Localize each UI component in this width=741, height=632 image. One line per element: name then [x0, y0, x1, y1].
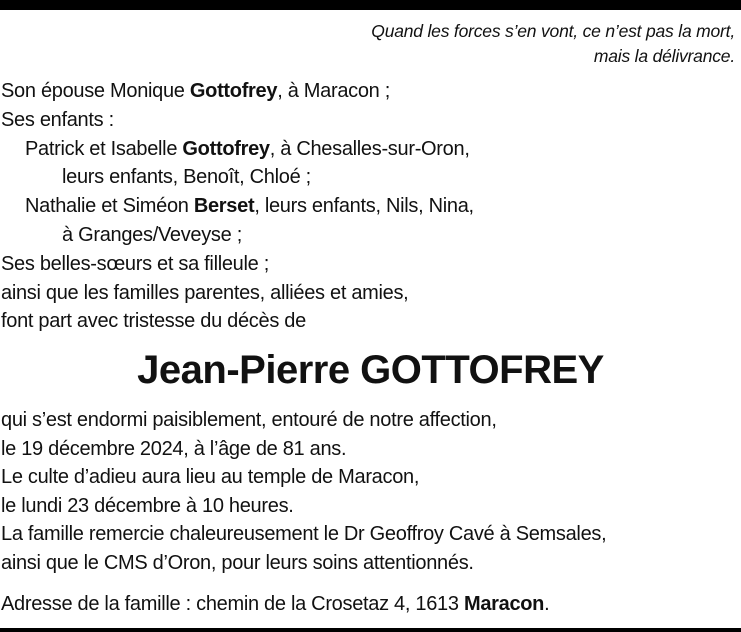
- address-end: .: [544, 593, 550, 615]
- bottom-border: [0, 628, 741, 632]
- address-town: Maracon: [463, 593, 545, 615]
- child2-surname: Berset: [193, 195, 255, 218]
- top-border: [0, 0, 741, 10]
- spouse-line: [1, 77, 736, 106]
- child2-line: [1, 192, 736, 221]
- obituary-body: [1, 406, 736, 578]
- body-line-1: qui s’est endormi paisiblement, entouré de notre affection,: [1, 409, 497, 431]
- address-text: Adresse de la famille : chemin de la Crosetaz 4, 1613: [1, 593, 464, 615]
- child2-place: à Granges/Veveyse ;: [62, 223, 242, 246]
- children-heading: Ses enfants :: [1, 108, 114, 131]
- body-line-3: Le culte d’adieu aura lieu au temple de Maracon,: [1, 466, 420, 489]
- child1-text: Patrick et Isabelle: [25, 137, 183, 160]
- body-line-4: le lundi 23 décembre à 10 heures.: [1, 494, 294, 517]
- family-address: [1, 590, 736, 618]
- child1-place: , à Chesalles-sur-Oron,: [269, 137, 470, 160]
- spouse-surname: Gottofrey: [189, 80, 278, 102]
- spouse-place: , à Maracon ;: [277, 80, 391, 102]
- child2-grandchildren: , leurs enfants, Nils, Nina,: [254, 195, 474, 218]
- child2-text: Nathalie et Siméon: [25, 195, 194, 218]
- child1-line: [1, 135, 736, 164]
- announce-line: font part avec tristesse du décès de: [1, 310, 306, 333]
- quote-line-2: mais la délivrance.: [593, 46, 735, 66]
- others-line: Ses belles-sœurs et sa filleule ;: [1, 252, 269, 275]
- quote-line-1: Quand les forces s’en vont, ce n’est pas la mort,: [371, 21, 735, 41]
- spouse-text: Son épouse Monique: [1, 80, 190, 102]
- body-line-2: le 19 décembre 2024, à l’âge de 81 ans.: [1, 437, 347, 460]
- family-announcement: [1, 77, 736, 336]
- relatives-line: ainsi que les familles parentes, alliées et amies,: [1, 281, 409, 304]
- deceased-name: Jean-Pierre GOTTOFREY: [137, 348, 604, 392]
- epigraph-quote: [371, 19, 735, 69]
- body-line-6: ainsi que le CMS d’Oron, pour leurs soins attentionnés.: [1, 551, 474, 574]
- body-line-5: La famille remercie chaleureusement le Dr Geoffroy Cavé à Semsales,: [1, 523, 607, 546]
- child1-grandchildren: leurs enfants, Benoît, Chloé ;: [62, 166, 311, 189]
- child1-surname: Gottofrey: [182, 137, 270, 160]
